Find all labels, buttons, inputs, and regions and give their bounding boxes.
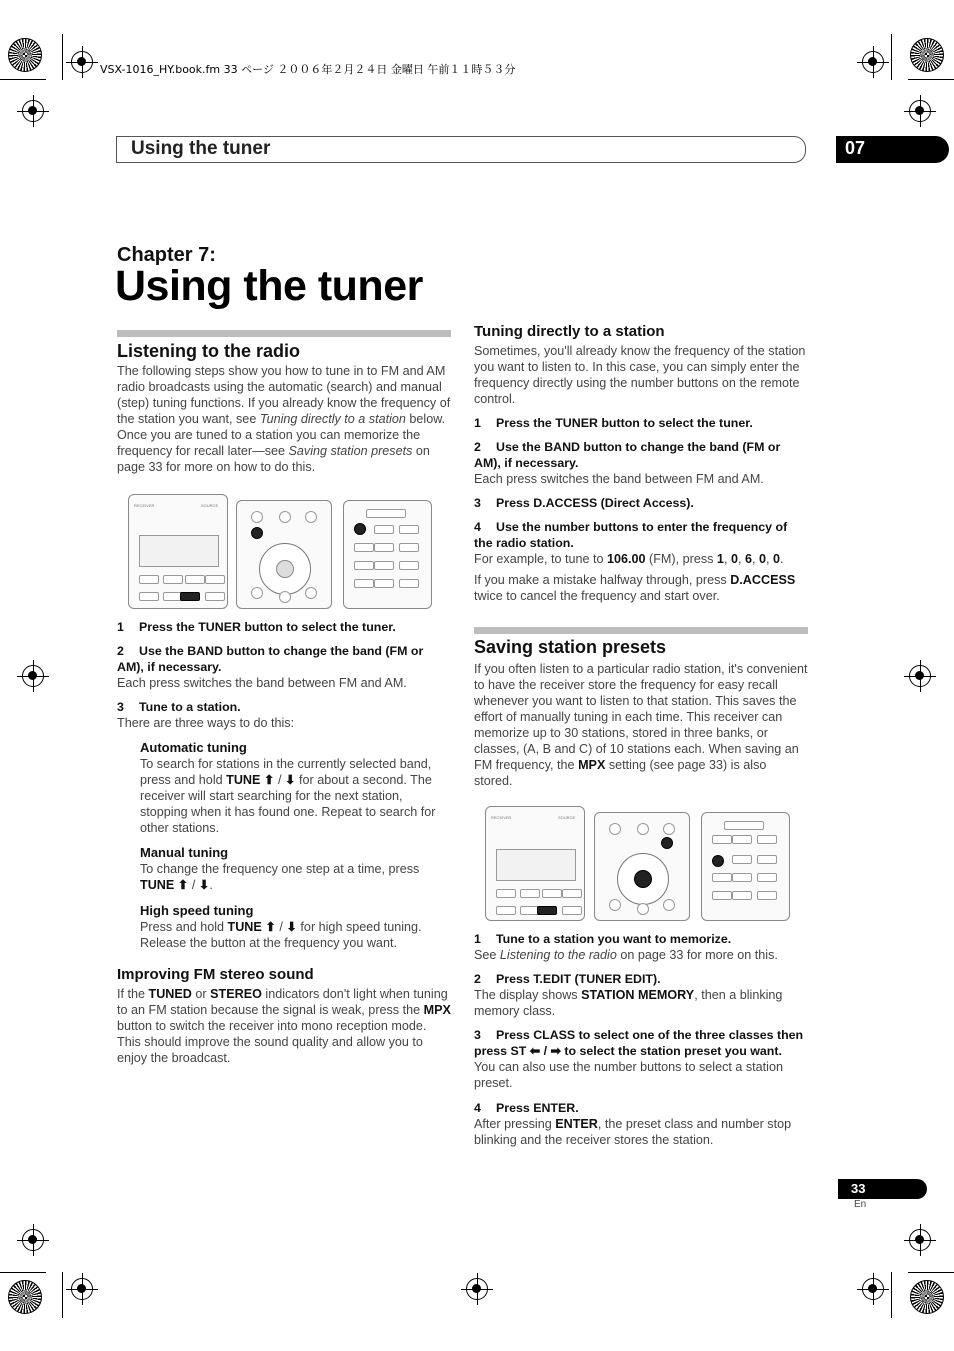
remote-tedit-button [712, 855, 724, 867]
crop-line [0, 1272, 46, 1273]
remote-illustration-receiver: RECEIVER SOURCE [485, 806, 585, 921]
saving-step-4: 4 Press ENTER. [474, 1101, 579, 1115]
crop-line [0, 79, 46, 80]
heading-automatic-tuning: Automatic tuning [140, 740, 247, 755]
remote-mpx-button [354, 523, 366, 535]
high-speed-tuning-text: Press and hold TUNE ⬆ / ⬇ for high speed tuning. Release the button at the frequency you want. [140, 920, 422, 950]
registration-mark-icon [909, 1229, 931, 1251]
automatic-tuning-text: To search for stations in the currently selected band, press and hold TUNE ⬆ / ⬇ for about a second. The receiver will start searching for the next station, stopping when it has found one. Repeat to search for other stations. [140, 757, 436, 835]
registration-mark-icon [862, 1278, 884, 1300]
heading-high-speed-tuning: High speed tuning [140, 903, 254, 918]
heading-tuning-directly: Tuning directly to a station [474, 323, 665, 340]
listening-step-3: 3 Tune to a station. [117, 700, 241, 714]
direct-step-3: 3 Press D.ACCESS (Direct Access). [474, 496, 694, 510]
remote-tuner-button [180, 592, 200, 601]
chapter-label: Chapter 7: [117, 244, 216, 266]
saving-step-2-note: The display shows STATION MEMORY, then a blinking memory class. [474, 988, 783, 1018]
listening-step-2: 2 Use the BAND button to change the band (FM or AM), if necessary. [117, 644, 424, 674]
file-header: VSX-1016_HY.book.fm 33 ページ ２００６年２月２４日 金曜日 午前１１時５３分 [100, 63, 516, 76]
crop-line [891, 34, 892, 80]
listening-step-2-note: Each press switches the band between FM and AM. [117, 676, 407, 690]
chapter-number-tab: 07 [836, 136, 949, 163]
remote-tuner-button [537, 906, 557, 915]
saving-step-1-note: See Listening to the radio on page 33 for more on this. [474, 948, 778, 962]
saving-presets-intro: If you often listen to a particular radio station, it's convenient to have the receiver store the frequency for easy recall whenever you want to listen to that station. This saves the effort of manually tuning in each time. This receiver can memorize up to 30 stations, stored in three banks, or classes, (A, B and C) of 10 stations each. When saving an FM frequency, the MPX setting (see page 33) is also stored. [474, 662, 808, 788]
registration-star-icon [910, 1280, 944, 1314]
heading-manual-tuning: Manual tuning [140, 845, 229, 860]
registration-mark-icon [71, 51, 93, 73]
direct-step-1: 1 Press the TUNER button to select the tuner. [474, 416, 753, 430]
remote-illustration-tedit [701, 812, 790, 921]
crop-line [62, 34, 63, 80]
remote-display [139, 535, 219, 567]
remote-illustration-receiver: RECEIVER SOURCE [128, 494, 228, 609]
listening-intro: The following steps show you how to tune in to FM and AM radio broadcasts using the automatic (search) and manual (step) tuning functions. If you already know the frequency of the station you want, see Tuning directly to a station below. Once you are tuned to a station you can memorize the frequency for recall later—see Saving station presets on page 33 for more on how to do this. [117, 364, 451, 474]
listening-step-1: 1 Press the TUNER button to select the tuner. [117, 620, 396, 634]
direct-step-4: 4 Use the number buttons to enter the frequency of the radio station. [474, 520, 788, 550]
tuning-directly-intro: Sometimes, you'll already know the frequency of the station you want to listen to. In this case, you can simply enter the frequency directly using the number buttons on the remote control. [474, 344, 806, 406]
remote-tune-pad [259, 543, 311, 595]
registration-mark-icon [22, 1229, 44, 1251]
registration-mark-icon [909, 665, 931, 687]
manual-tuning-text: To change the frequency one step at a time, press TUNE ⬆ / ⬇. [140, 862, 420, 892]
registration-mark-icon [22, 100, 44, 122]
remote-dacess-button [251, 527, 263, 539]
crop-line [891, 1272, 892, 1318]
saving-step-3: 3 Press CLASS to select one of the three classes then press ST ⬅ / ➡ to select the station preset you want. [474, 1028, 804, 1058]
saving-step-3-note: You can also use the number buttons to select a station preset. [474, 1060, 783, 1090]
saving-step-4-note: After pressing ENTER, the preset class and number stop blinking and the receiver stores the station. [474, 1117, 792, 1147]
heading-saving-presets: Saving station presets [474, 637, 667, 657]
registration-mark-icon [71, 1278, 93, 1300]
saving-step-1: 1 Tune to a station you want to memorize. [474, 932, 732, 946]
remote-class-button [661, 837, 673, 849]
direct-example: For example, to tune to 106.00 (FM), press 1, 0, 6, 0, 0. [474, 552, 784, 566]
registration-star-icon [8, 38, 42, 72]
heading-listening: Listening to the radio [117, 341, 300, 361]
registration-mark-icon [909, 100, 931, 122]
direct-mistake: If you make a mistake halfway through, press D.ACCESS twice to cancel the frequency and start over. [474, 573, 796, 603]
direct-step-2-note: Each press switches the band between FM and AM. [474, 472, 764, 486]
crop-line [908, 79, 954, 80]
remote-illustration-mpx [343, 500, 432, 609]
saving-step-2: 2 Press T.EDIT (TUNER EDIT). [474, 972, 661, 986]
registration-star-icon [910, 38, 944, 72]
chapter-title: Using the tuner [115, 262, 423, 310]
direct-step-2: 2 Use the BAND button to change the band (FM or AM), if necessary. [474, 440, 781, 470]
remote-illustration-enter-pad [594, 812, 690, 921]
improving-fm-text: If the TUNED or STEREO indicators don't light when tuning to an FM station because the signal is weak, press the MPX button to switch the receiver into mono reception mode. This should improve the sound quality and allow you to enjoy the broadcast. [117, 987, 451, 1065]
running-header-title: Using the tuner [131, 138, 271, 159]
registration-mark-icon [466, 1278, 488, 1300]
page-number: 33 [838, 1179, 927, 1199]
section-rule [117, 330, 451, 337]
remote-enter-pad [617, 853, 669, 905]
listening-step-3-note: There are three ways to do this: [117, 716, 295, 730]
registration-mark-icon [22, 665, 44, 687]
page-language: En [854, 1199, 867, 1210]
section-rule [474, 627, 808, 634]
registration-mark-icon [862, 51, 884, 73]
remote-illustration-tune-pad [236, 500, 332, 609]
crop-line [908, 1272, 954, 1273]
registration-star-icon [8, 1280, 42, 1314]
heading-improving-fm: Improving FM stereo sound [117, 966, 314, 983]
remote-display [496, 849, 576, 881]
crop-line [62, 1272, 63, 1318]
